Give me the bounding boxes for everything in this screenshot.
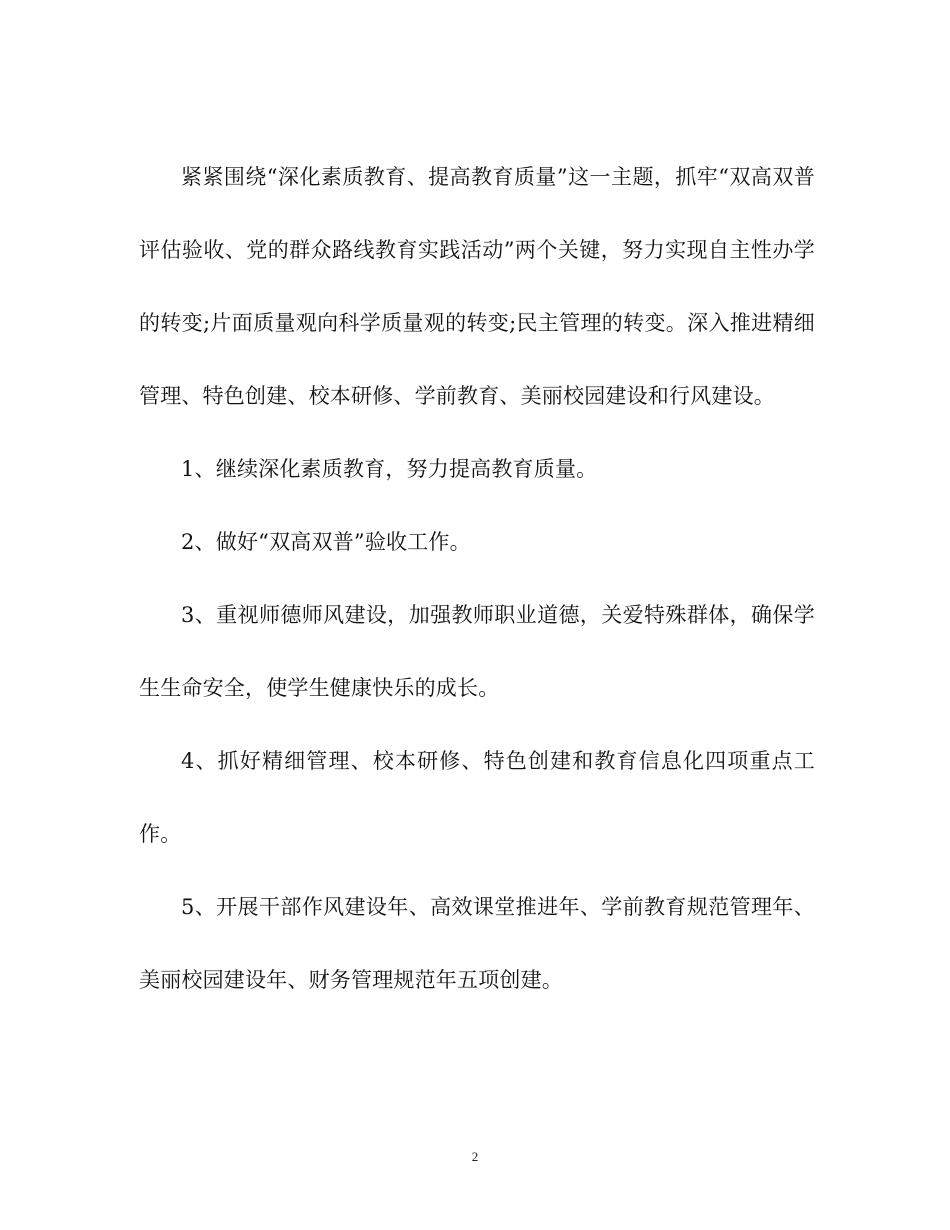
paragraph-item-2: 2、做好“双高双普”验收工作。 <box>181 530 471 554</box>
paragraph-intro: 紧紧围绕“深化素质教育、提高教育质量”这一主题，抓牢“双高双普评估验收、党的群众路线教育实践活动”两个关键，努力实现自主性办学的转变;片面质量观向科学质量观的转变;民主管理的转变。深入推进精细管理、特色创建、校本研修、学前教育、美丽校园建设和行风建设。 <box>139 165 815 408</box>
paragraph-item-4: 4、抓好精细管理、校本研修、特色创建和教育信息化四项重点工作。 <box>139 749 815 846</box>
paragraph-item-3: 3、重视师德师风建设，加强教师职业道德，关爱特殊群体，确保学生生命安全，使学生健康快乐的成长。 <box>139 603 815 700</box>
paragraph-item-5: 5、开展干部作风建设年、高效课堂推进年、学前教育规范管理年、美丽校园建设年、财务管理规范年五项创建。 <box>139 895 815 992</box>
document-body <box>139 141 815 1017</box>
page-number: 2 <box>471 1149 479 1164</box>
paragraph-item-1: 1、继续深化素质教育，努力提高教育质量。 <box>181 457 598 481</box>
